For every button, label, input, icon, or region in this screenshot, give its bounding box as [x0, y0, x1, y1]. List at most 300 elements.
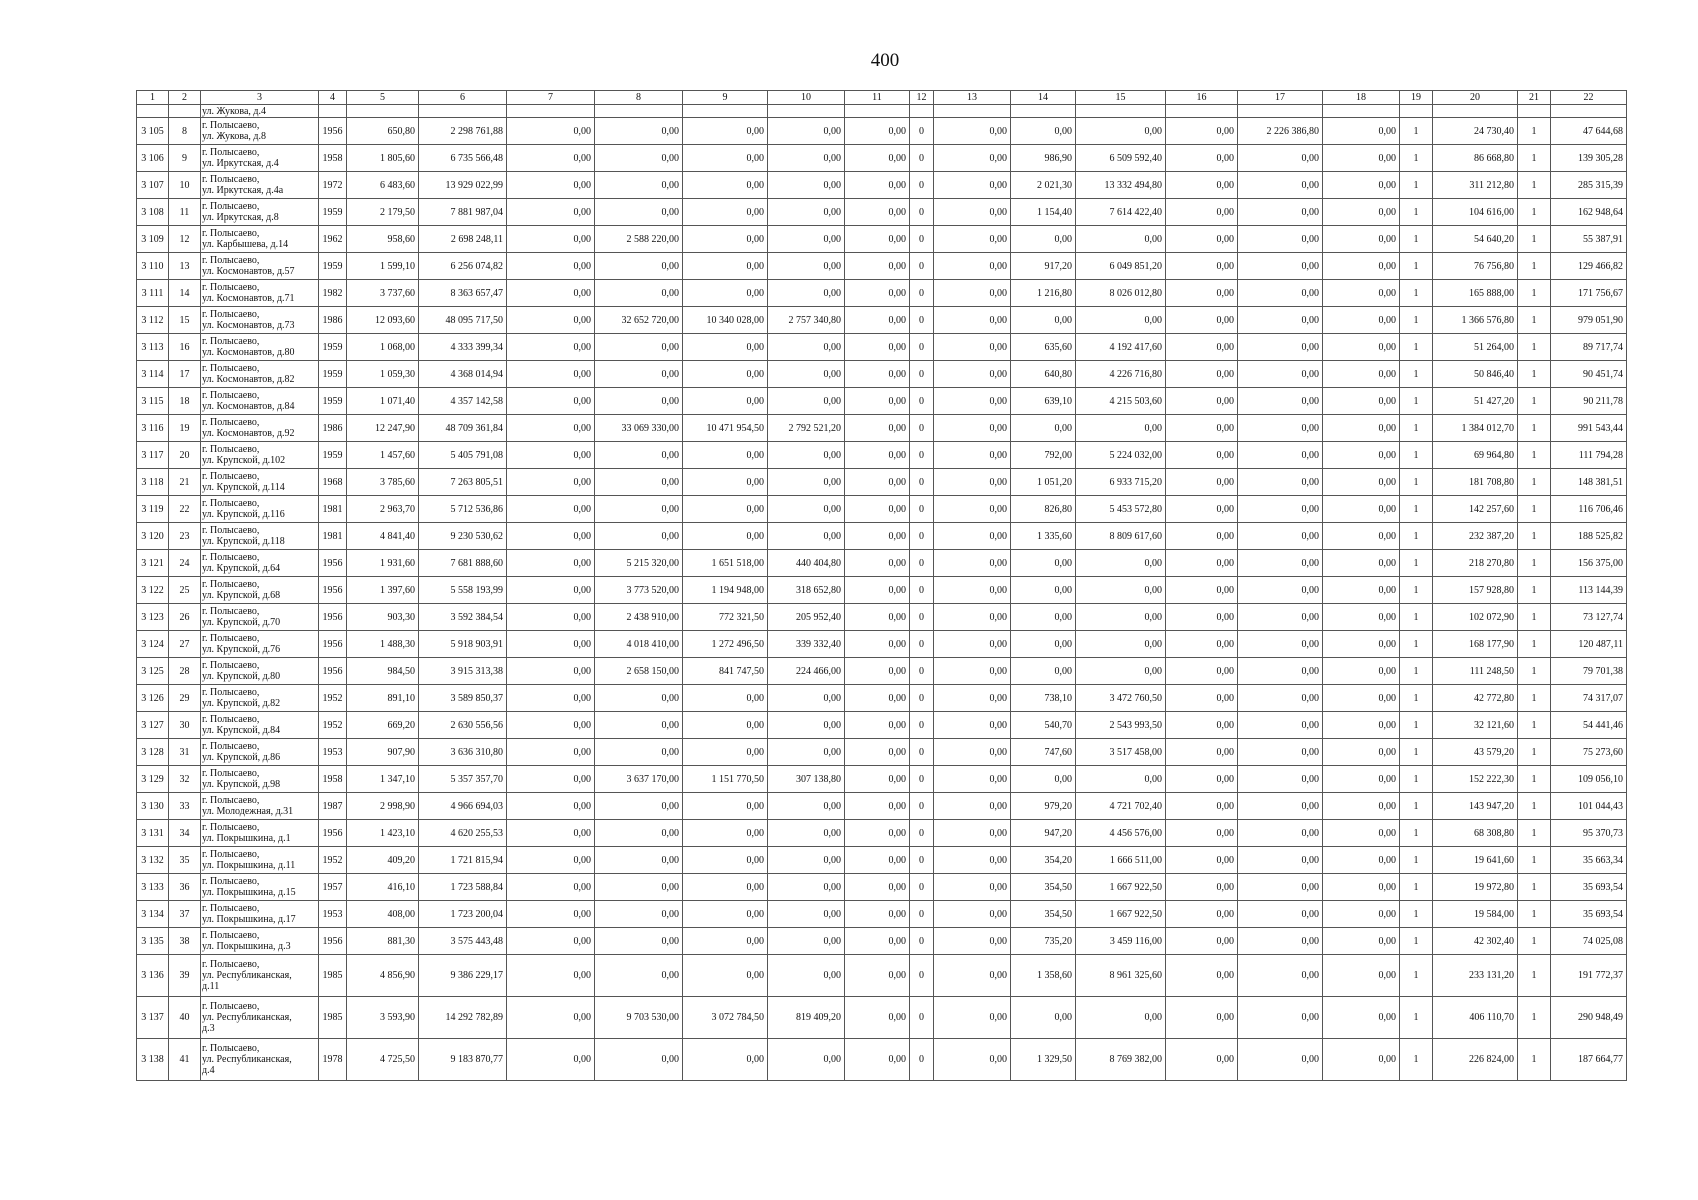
cell-col-13: 0,00 — [934, 280, 1011, 307]
cell-col-6: 8 363 657,47 — [419, 280, 507, 307]
cell-col-12: 0 — [910, 820, 934, 847]
cell-col-19: 1 — [1400, 496, 1433, 523]
cell-col-5: 408,00 — [347, 901, 419, 928]
address-cell — [201, 631, 319, 658]
cell-col-16: 0,00 — [1166, 793, 1238, 820]
cell-col-21: 1 — [1518, 874, 1551, 901]
cell-col-19: 1 — [1400, 280, 1433, 307]
cell-col-16: 0,00 — [1166, 577, 1238, 604]
table-row — [137, 415, 1627, 442]
cell-col-15: 2 543 993,50 — [1076, 712, 1166, 739]
cell-col-20: 1 366 576,80 — [1433, 307, 1518, 334]
cell-col-19: 1 — [1400, 712, 1433, 739]
cell-col-20: 68 308,80 — [1433, 820, 1518, 847]
cell-col-17: 0,00 — [1238, 226, 1323, 253]
address-line: ул. Покрышкина, д.15 — [202, 887, 296, 898]
cell-col-13: 0,00 — [934, 793, 1011, 820]
cell-col-17: 0,00 — [1238, 415, 1323, 442]
cell-col-6: 9 230 530,62 — [419, 523, 507, 550]
cell-col-14: 0,00 — [1011, 631, 1076, 658]
cell-col-5: 1 599,10 — [347, 253, 419, 280]
cell-col-4: 1986 — [319, 415, 347, 442]
cell-col-2: 8 — [169, 118, 201, 145]
address-cell — [201, 955, 319, 997]
cell-col-20: 32 121,60 — [1433, 712, 1518, 739]
address-cell — [201, 766, 319, 793]
cell-col-12: 0 — [910, 442, 934, 469]
cell-col-5: 409,20 — [347, 847, 419, 874]
cell-col-17: 0,00 — [1238, 658, 1323, 685]
cell-col-15: 0,00 — [1076, 307, 1166, 334]
cell-col-5: 907,90 — [347, 739, 419, 766]
cell-col-17: 0,00 — [1238, 577, 1323, 604]
cell-col-1: 3 105 — [137, 118, 169, 145]
table-row — [137, 631, 1627, 658]
address-cell — [201, 415, 319, 442]
table-row — [137, 820, 1627, 847]
address-line: ул. Республиканская, — [202, 970, 292, 981]
cell-col-4: 1959 — [319, 334, 347, 361]
cell-col-19: 1 — [1400, 997, 1433, 1039]
address-cell — [201, 577, 319, 604]
cell-col-18: 0,00 — [1323, 334, 1400, 361]
column-number-10: 10 — [768, 91, 845, 105]
address-cell — [201, 604, 319, 631]
address-cell — [201, 658, 319, 685]
cell-col-4: 1956 — [319, 820, 347, 847]
address-line: г. Полысаево, — [202, 525, 260, 536]
cell-col-19: 1 — [1400, 253, 1433, 280]
cell-col-10: 0,00 — [768, 820, 845, 847]
cell-col-2: 28 — [169, 658, 201, 685]
cell-col-17: 0,00 — [1238, 1039, 1323, 1081]
column-number-6: 6 — [419, 91, 507, 105]
cell-col-21: 1 — [1518, 739, 1551, 766]
cell-col-18: 0,00 — [1323, 1039, 1400, 1081]
cell-col-6: 3 636 310,80 — [419, 739, 507, 766]
cell-col-13: 0,00 — [934, 523, 1011, 550]
cell-col-9: 0,00 — [683, 712, 768, 739]
cell-col-2: 26 — [169, 604, 201, 631]
cell-col-12: 0 — [910, 415, 934, 442]
address-line: г. Полысаево, — [202, 687, 260, 698]
cell-col-5: 1 931,60 — [347, 550, 419, 577]
cell-col-2: 12 — [169, 226, 201, 253]
cell-col-10: 0,00 — [768, 955, 845, 997]
cell-col-22: 74 025,08 — [1551, 928, 1627, 955]
cell-col-9: 0,00 — [683, 820, 768, 847]
cell-col-14: 0,00 — [1011, 415, 1076, 442]
cell-col-20: 152 222,30 — [1433, 766, 1518, 793]
cell-col-16: 0,00 — [1166, 145, 1238, 172]
cell-col-12: 0 — [910, 334, 934, 361]
cell-col-9: 1 151 770,50 — [683, 766, 768, 793]
cell-col-7: 0,00 — [507, 739, 595, 766]
cell-col-13: 0,00 — [934, 820, 1011, 847]
cell-col-18: 0,00 — [1323, 604, 1400, 631]
cell-col-22: 89 717,74 — [1551, 334, 1627, 361]
cell-col-16: 0,00 — [1166, 523, 1238, 550]
cell-col-2: 14 — [169, 280, 201, 307]
cell-col-19: 1 — [1400, 469, 1433, 496]
cell-col-22: 187 664,77 — [1551, 1039, 1627, 1081]
cell-col-6: 5 357 357,70 — [419, 766, 507, 793]
table-row — [137, 469, 1627, 496]
cell-col-10: 307 138,80 — [768, 766, 845, 793]
table-row — [137, 334, 1627, 361]
cell-col-19: 1 — [1400, 847, 1433, 874]
cell-col-11: 0,00 — [845, 307, 910, 334]
address-cell — [201, 997, 319, 1039]
cell-col-6: 6 735 566,48 — [419, 145, 507, 172]
cell-col-13: 0,00 — [934, 577, 1011, 604]
cell-col-5: 2 963,70 — [347, 496, 419, 523]
cell-col-8: 3 637 170,00 — [595, 766, 683, 793]
cell-col-17: 0,00 — [1238, 874, 1323, 901]
address-line: ул. Крупской, д.84 — [202, 725, 281, 736]
cell-col-8: 0,00 — [595, 334, 683, 361]
address-cell — [201, 361, 319, 388]
cell-col-16: 0,00 — [1166, 415, 1238, 442]
cell-col-11: 0,00 — [845, 199, 910, 226]
cell-col-15: 0,00 — [1076, 118, 1166, 145]
cell-col-18: 0,00 — [1323, 469, 1400, 496]
cell-col-1: 3 106 — [137, 145, 169, 172]
cell-col-7: 0,00 — [507, 1039, 595, 1081]
cell-col-7: 0,00 — [507, 469, 595, 496]
cell-col-17: 0,00 — [1238, 172, 1323, 199]
cell-col-5: 984,50 — [347, 658, 419, 685]
cell-col-12: 0 — [910, 847, 934, 874]
cell-col-6: 4 333 399,34 — [419, 334, 507, 361]
cell-col-6: 5 558 193,99 — [419, 577, 507, 604]
cell-col-16: 0,00 — [1166, 901, 1238, 928]
address-line: г. Полысаево, — [202, 768, 260, 779]
column-number-4: 4 — [319, 91, 347, 105]
cell-col-2: 39 — [169, 955, 201, 997]
cell-col-1: 3 114 — [137, 361, 169, 388]
cell-col-4: 1981 — [319, 496, 347, 523]
cell-col-2: 27 — [169, 631, 201, 658]
cell-col-5: 2 179,50 — [347, 199, 419, 226]
address-cell — [201, 685, 319, 712]
cell-col-18: 0,00 — [1323, 226, 1400, 253]
cell-col-8: 2 438 910,00 — [595, 604, 683, 631]
cell-col-19: 1 — [1400, 361, 1433, 388]
cell-col-12: 0 — [910, 226, 934, 253]
cell-col-14: 1 358,60 — [1011, 955, 1076, 997]
cell-col-9: 0,00 — [683, 145, 768, 172]
cell-col-10: 440 404,80 — [768, 550, 845, 577]
cell-col-6: 2 630 556,56 — [419, 712, 507, 739]
cell-col-4: 1956 — [319, 550, 347, 577]
address-line: г. Полысаево, — [202, 444, 260, 455]
cell-col-7: 0,00 — [507, 955, 595, 997]
column-number-13: 13 — [934, 91, 1011, 105]
cell-col-7: 0,00 — [507, 685, 595, 712]
cell-col-6: 2 298 761,88 — [419, 118, 507, 145]
cell-col-10: 0,00 — [768, 361, 845, 388]
address-line: ул. Покрышкина, д.11 — [202, 860, 296, 871]
cell-col-6: 48 095 717,50 — [419, 307, 507, 334]
cell-col-4: 1953 — [319, 739, 347, 766]
cell-col-19: 1 — [1400, 901, 1433, 928]
address-line: ул. Республиканская, — [202, 1012, 292, 1023]
cell-col-22: 109 056,10 — [1551, 766, 1627, 793]
address-cell — [201, 469, 319, 496]
cell-col-9: 0,00 — [683, 739, 768, 766]
cell-col-14: 639,10 — [1011, 388, 1076, 415]
cell-col-7: 0,00 — [507, 253, 595, 280]
cell-col-18: 0,00 — [1323, 712, 1400, 739]
cell-col-14: 0,00 — [1011, 604, 1076, 631]
table-row — [137, 442, 1627, 469]
address-line: ул. Покрышкина, д.3 — [202, 941, 291, 952]
cell-col-7: 0,00 — [507, 793, 595, 820]
cell-col-2: 11 — [169, 199, 201, 226]
cell-col-14: 735,20 — [1011, 928, 1076, 955]
address-line: г. Полысаево, — [202, 282, 260, 293]
cell-col-11: 0,00 — [845, 997, 910, 1039]
cell-col-4: 1956 — [319, 928, 347, 955]
cell-col-7: 0,00 — [507, 631, 595, 658]
cell-col-14: 540,70 — [1011, 712, 1076, 739]
cell-col-11: 0,00 — [845, 226, 910, 253]
address-line: г. Полысаево, — [202, 876, 260, 887]
cell-col-9: 0,00 — [683, 280, 768, 307]
cell-col-9: 0,00 — [683, 523, 768, 550]
address-line: г. Полысаево, — [202, 255, 260, 266]
cell-col-21: 1 — [1518, 442, 1551, 469]
cell-col-2: 36 — [169, 874, 201, 901]
cell-col-20: 311 212,80 — [1433, 172, 1518, 199]
cell-col-22: 129 466,82 — [1551, 253, 1627, 280]
cell-col-22: 148 381,51 — [1551, 469, 1627, 496]
cell-col-21: 1 — [1518, 361, 1551, 388]
cell-col-4: 1958 — [319, 145, 347, 172]
cell-col-14: 1 154,40 — [1011, 199, 1076, 226]
column-number-12: 12 — [910, 91, 934, 105]
cell-col-14: 1 335,60 — [1011, 523, 1076, 550]
cell-col-6: 7 681 888,60 — [419, 550, 507, 577]
cell-col-11: 0,00 — [845, 496, 910, 523]
address-line: ул. Космонавтов, д.57 — [202, 266, 295, 277]
cell-col-20: 218 270,80 — [1433, 550, 1518, 577]
cell-col-16: 0,00 — [1166, 874, 1238, 901]
cell-col-8: 0,00 — [595, 847, 683, 874]
cell-col-7: 0,00 — [507, 415, 595, 442]
cell-col-8: 0,00 — [595, 523, 683, 550]
cell-col-22: 90 451,74 — [1551, 361, 1627, 388]
cell-col-21: 1 — [1518, 901, 1551, 928]
cell-col-15: 13 332 494,80 — [1076, 172, 1166, 199]
address-line: ул. Космонавтов, д.84 — [202, 401, 295, 412]
cell-col-7: 0,00 — [507, 658, 595, 685]
cell-col-5: 650,80 — [347, 118, 419, 145]
cell-col-15: 5 224 032,00 — [1076, 442, 1166, 469]
cell-col-11: 0,00 — [845, 577, 910, 604]
cell-col-2: 40 — [169, 997, 201, 1039]
cell-col-5: 1 457,60 — [347, 442, 419, 469]
cell-col-4: 1956 — [319, 604, 347, 631]
cell-col-1: 3 108 — [137, 199, 169, 226]
address-line: г. Полысаево, — [202, 903, 260, 914]
cell-col-19: 1 — [1400, 226, 1433, 253]
cell-col-12: 0 — [910, 280, 934, 307]
cell-col-21: 1 — [1518, 118, 1551, 145]
cell-col-1: 3 133 — [137, 874, 169, 901]
cell-col-8: 0,00 — [595, 145, 683, 172]
cell-col-2: 29 — [169, 685, 201, 712]
cell-col-19: 1 — [1400, 1039, 1433, 1081]
cell-col-22: 35 693,54 — [1551, 901, 1627, 928]
cell-col-11: 0,00 — [845, 280, 910, 307]
cell-col-15: 3 472 760,50 — [1076, 685, 1166, 712]
cell-col-11: 0,00 — [845, 658, 910, 685]
cell-col-15: 4 226 716,80 — [1076, 361, 1166, 388]
cell-col-20: 102 072,90 — [1433, 604, 1518, 631]
cell-col-18: 0,00 — [1323, 280, 1400, 307]
cell-col-19: 1 — [1400, 118, 1433, 145]
cell-col-13: 0,00 — [934, 415, 1011, 442]
cell-col-21: 1 — [1518, 712, 1551, 739]
cell-col-14: 826,80 — [1011, 496, 1076, 523]
cell-col-13: 0,00 — [934, 469, 1011, 496]
cell-col-16: 0,00 — [1166, 847, 1238, 874]
cell-col-11: 0,00 — [845, 523, 910, 550]
cell-col-15: 0,00 — [1076, 604, 1166, 631]
cell-col-13: 0,00 — [934, 334, 1011, 361]
cell-col-21: 1 — [1518, 631, 1551, 658]
cell-col-11: 0,00 — [845, 604, 910, 631]
address-line: ул. Жукова, д.8 — [202, 131, 266, 142]
cell-col-9: 841 747,50 — [683, 658, 768, 685]
cell-col-9: 0,00 — [683, 496, 768, 523]
cell-col-16: 0,00 — [1166, 388, 1238, 415]
cell-col-8: 0,00 — [595, 469, 683, 496]
cell-col-16: 0,00 — [1166, 955, 1238, 997]
cell-col-7: 0,00 — [507, 712, 595, 739]
cell-col-22: 35 693,54 — [1551, 874, 1627, 901]
cell-col-16: 0,00 — [1166, 997, 1238, 1039]
cell-col-20: 43 579,20 — [1433, 739, 1518, 766]
cell-col-14: 1 329,50 — [1011, 1039, 1076, 1081]
cell-col-6: 1 723 200,04 — [419, 901, 507, 928]
cell-col-10: 0,00 — [768, 1039, 845, 1081]
cell-col-22: 139 305,28 — [1551, 145, 1627, 172]
address-line: г. Полысаево, — [202, 174, 260, 185]
cell-col-20: 157 928,80 — [1433, 577, 1518, 604]
cell-col-10: 0,00 — [768, 901, 845, 928]
cell-col-2: 31 — [169, 739, 201, 766]
cell-col-20: 51 427,20 — [1433, 388, 1518, 415]
address-line: ул. Космонавтов, д.73 — [202, 320, 295, 331]
cell-col-6: 5 405 791,08 — [419, 442, 507, 469]
cell-col-4: 1959 — [319, 388, 347, 415]
address-line: ул. Крупской, д.114 — [202, 482, 285, 493]
cell-col-16: 0,00 — [1166, 550, 1238, 577]
cell-col-11: 0,00 — [845, 928, 910, 955]
cell-col-4: 1956 — [319, 118, 347, 145]
address-cell — [201, 1039, 319, 1081]
cell-col-8: 0,00 — [595, 280, 683, 307]
cell-col-18: 0,00 — [1323, 793, 1400, 820]
cell-col-20: 165 888,00 — [1433, 280, 1518, 307]
cell-col-12: 0 — [910, 469, 934, 496]
cell-col-5: 416,10 — [347, 874, 419, 901]
address-cell — [201, 388, 319, 415]
cell-col-1: 3 134 — [137, 901, 169, 928]
cell-col-1: 3 110 — [137, 253, 169, 280]
cell-col-12: 0 — [910, 118, 934, 145]
cell-col-18: 0,00 — [1323, 820, 1400, 847]
table-row — [137, 307, 1627, 334]
cell-col-10: 0,00 — [768, 388, 845, 415]
cell-col-4: 1953 — [319, 901, 347, 928]
cell-col-21: 1 — [1518, 928, 1551, 955]
cell-col-14: 917,20 — [1011, 253, 1076, 280]
cell-col-18: 0,00 — [1323, 955, 1400, 997]
address-line: г. Полысаево, — [202, 795, 260, 806]
cell-col-9: 1 651 518,00 — [683, 550, 768, 577]
cell-col-2: 30 — [169, 712, 201, 739]
address-cell — [201, 334, 319, 361]
cell-col-5: 1 397,60 — [347, 577, 419, 604]
cell-col-21: 1 — [1518, 172, 1551, 199]
cell-col-20: 50 846,40 — [1433, 361, 1518, 388]
cell-col-11: 0,00 — [845, 901, 910, 928]
cell-col-2: 37 — [169, 901, 201, 928]
cell-col-11: 0,00 — [845, 145, 910, 172]
cell-col-7: 0,00 — [507, 118, 595, 145]
cell-col-19: 1 — [1400, 928, 1433, 955]
table-row — [137, 793, 1627, 820]
cell-col-17: 0,00 — [1238, 793, 1323, 820]
cell-col-22: 285 315,39 — [1551, 172, 1627, 199]
address-line: ул. Космонавтов, д.80 — [202, 347, 295, 358]
cell-col-1: 3 111 — [137, 280, 169, 307]
cell-col-12: 0 — [910, 388, 934, 415]
cell-col-7: 0,00 — [507, 604, 595, 631]
cell-col-20: 24 730,40 — [1433, 118, 1518, 145]
address-line: ул. Крупской, д.102 — [202, 455, 286, 466]
address-line: г. Полысаево, — [202, 930, 260, 941]
address-line: г. Полысаево, — [202, 552, 260, 563]
cell-col-1: 3 127 — [137, 712, 169, 739]
address-line: г. Полысаево, — [202, 849, 260, 860]
table-row — [137, 928, 1627, 955]
cell-col-18: 0,00 — [1323, 997, 1400, 1039]
cell-col-4: 1987 — [319, 793, 347, 820]
cell-col-9: 0,00 — [683, 847, 768, 874]
cell-col-17: 0,00 — [1238, 523, 1323, 550]
cell-col-10: 0,00 — [768, 334, 845, 361]
table-row — [137, 199, 1627, 226]
cell-col-16: 0,00 — [1166, 685, 1238, 712]
cell-col-6: 3 589 850,37 — [419, 685, 507, 712]
cell-col-4: 1959 — [319, 253, 347, 280]
cell-col-2: 15 — [169, 307, 201, 334]
column-number-8: 8 — [595, 91, 683, 105]
cell-col-9: 0,00 — [683, 793, 768, 820]
cell-col-11: 0,00 — [845, 712, 910, 739]
cell-col-16: 0,00 — [1166, 172, 1238, 199]
cell-col-17: 0,00 — [1238, 604, 1323, 631]
address-cell — [201, 793, 319, 820]
cell-col-12: 0 — [910, 901, 934, 928]
cell-col-18: 0,00 — [1323, 523, 1400, 550]
cell-col-2: 13 — [169, 253, 201, 280]
